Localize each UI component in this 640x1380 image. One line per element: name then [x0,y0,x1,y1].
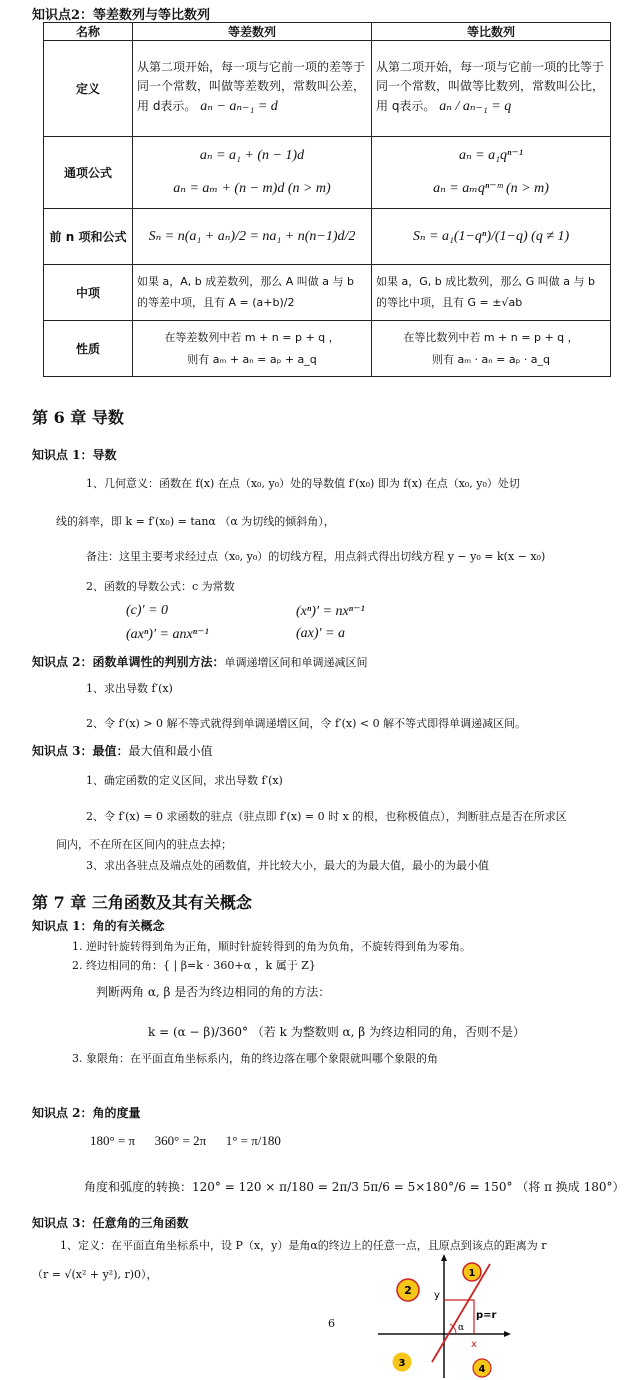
text-line: 判断两角 α, β 是否为终边相同的角的方法： [96,985,331,999]
text-line: 1、定义：在平面直角坐标系中，设 P（x，y）是角α的终边上的任意一点，且原点到该点的距离为 r [60,1239,547,1252]
p-equals-r-label: p=r [476,1310,497,1321]
table-header: 名称 [44,23,133,41]
text-line: 2、函数的导数公式：c 为常数 [86,580,235,593]
text-line: 3、求出各驻点及端点处的函数值，并比较大小，最大的为最大值，最小的为最小值 [86,859,489,872]
text-line: 1、求出导数 f′(x) [86,682,173,695]
knowledge-point-3: 知识点 3：最值：最大值和最小值 [32,744,213,758]
table-row: 前 n 项和公式 Sₙ = n(a₁ + aₙ)/2 = na₁ + n(n−1)d/2 Sₙ = a₁(1−qⁿ)/(1−q) (q ≠ 1) [44,209,611,265]
formula: (ax)′ = a [296,626,346,641]
text-line: 2、令 f′(x) = 0 求函数的驻点（驻点即 f′(x) = 0 时 x 的根，也称极值点），判断驻点是否在所求区 [86,810,567,823]
table-row: 定义 从第二项开始，每一项与它前一项的差等于同一个常数，叫做等差数列，常数叫公差，用 d表示。 aₙ − aₙ₋₁ = d 从第二项开始，每一项与它前一项的比等于同一个常数，叫做等比数列，常数叫公比，用 q表示。 aₙ / aₙ₋₁ = q [44,41,611,137]
formula: k = (α − β)/360° （若 k 为整数则 α, β 为终边相同的角，否则不是） [148,1025,526,1039]
text-line: 1、几何意义：函数在 f(x) 在点（x₀, y₀）处的导数值 f′(x₀) 即为 f(x) 在点（x₀, y₀）处切 [86,477,520,490]
x-axis-arrow [504,1331,511,1337]
text-line: 2、令 f′(x) > 0 解不等式就得到单调递增区间，令 f′(x) < 0 解不等式即得单调递减区间。 [86,717,527,730]
formula: (xⁿ)′ = nxⁿ⁻¹ [296,604,365,619]
formula: 180° = π 360° = 2π 1° = π/180 [90,1133,281,1148]
knowledge-point-3: 知识点 3：任意角的三角函数 [32,1216,189,1230]
unit-circle-diagram [372,1254,512,1380]
y-label: y [434,1290,440,1301]
chapter-7-title: 第 7 章 三角函数及其有关概念 [32,893,252,912]
text-line: 1、确定函数的定义区间，求出导数 f′(x) [86,774,283,787]
text-line: 间内，不在所在区间内的驻点去掉； [56,838,232,851]
chapter-6-title: 第 6 章 导数 [32,408,124,427]
knowledge-point-1: 知识点 1：角的有关概念 [32,919,165,933]
formula: (c)′ = 0 [126,603,169,618]
table-header: 等差数列 [133,23,372,41]
table-row: 中项 如果 a，A, b 成差数列，那么 A 叫做 a 与 b 的等差中项，且有 A = (a+b)/2 如果 a，G, b 成比数列，那么 G 叫做 a 与 b 的等比中项，且有 G = ±√ab [44,265,611,321]
quadrant-4-label: 4 [478,1364,486,1375]
quadrant-2-label: 2 [404,1284,412,1297]
table-header: 等比数列 [372,23,611,41]
knowledge-point-1: 知识点 1：导数 [32,448,117,462]
knowledge-point-2: 知识点 2：角的度量 [32,1106,141,1120]
alpha-label: α [458,1323,465,1333]
text-line: 线的斜率，即 k = f′(x₀) = tanα （α 为切线的倾斜角）， [56,515,335,528]
text-line: 2. 终边相同的角：{ | β=k · 360+α ，k 属于 Z} [72,959,316,972]
text-line: 3. 象限角：在平面直角坐标系内，角的终边落在哪个象限就叫哪个象限的角 [72,1052,438,1065]
page-number: 6 [328,1317,335,1330]
text-line: 备注：这里主要考求经过点（x₀, y₀）的切线方程，用点斜式得出切线方程 y − y₀ = k(x − x₀) [86,550,546,563]
quadrant-3-label: 3 [398,1358,406,1369]
table-row: 性质 在等差数列中若 m + n = p + q ， 则有 aₘ + aₙ = aₚ + a_q 在等比数列中若 m + n = p + q ， 则有 aₘ · aₙ = aₚ · a_q [44,321,611,377]
text-line: 1. 逆时针旋转得到角为正角，顺时针旋转得到的角为负角，不旋转得到角为零角。 [72,940,471,953]
section-title: 知识点2：等差数列与等比数列 [32,8,211,23]
table-row: 通项公式 aₙ = a₁ + (n − 1)d aₙ = aₘ + (n − m)d (n > m) aₙ = a₁qⁿ⁻¹ aₙ = aₘqⁿ⁻ᵐ (n > m) [44,137,611,209]
x-label: x [471,1339,477,1350]
y-axis-arrow [441,1254,447,1261]
text-line: （r = √(x² + y²), r)0）， [32,1268,158,1281]
quadrant-1-label: 1 [468,1268,476,1279]
sequence-table [43,22,611,377]
knowledge-point-2: 知识点 2：函数单调性的判别方法：单调递增区间和单调递减区间 [32,655,368,669]
text-line: 角度和弧度的转换：120° = 120 × π/180 = 2π/3 5π/6 = 5×180°/6 = 150° （将 π 换成 180°） [84,1180,625,1194]
formula: (axⁿ)′ = anxⁿ⁻¹ [126,627,209,642]
